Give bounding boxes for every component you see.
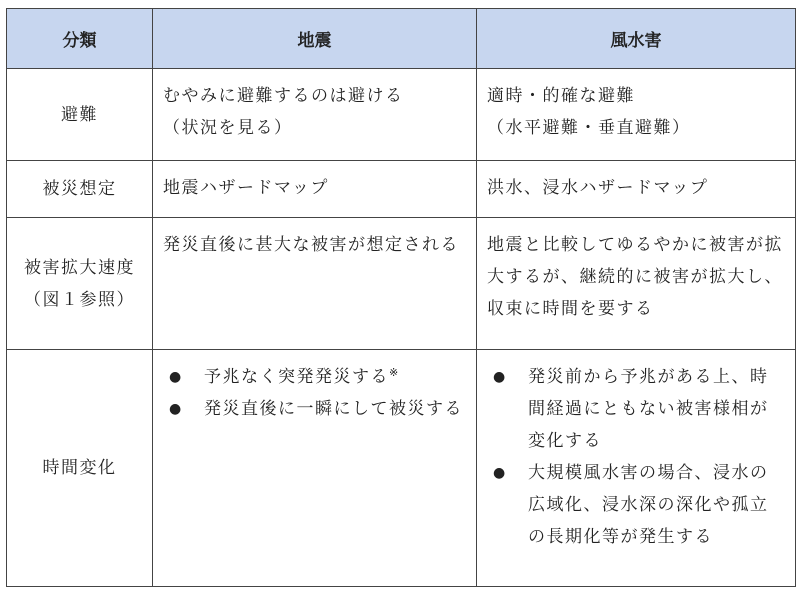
figure-reference: （図１参照） <box>24 289 135 310</box>
category-evacuation: 避難 <box>7 69 153 161</box>
category-damage-assumption: 被災想定 <box>7 161 153 218</box>
row-evacuation <box>7 69 796 161</box>
note-mark: ※ <box>389 366 400 379</box>
cell-time-storm <box>477 350 796 587</box>
header-earthquake: 地震 <box>153 9 477 69</box>
bullet-icon: ● <box>169 401 183 417</box>
spread-speed-label: 被害拡大速度 <box>24 257 135 278</box>
evacuation-storm-line2: （水平避難・垂直避難） <box>487 118 691 138</box>
row-damage-assumption <box>7 161 796 218</box>
list-item: ● 予兆なく突発発災する※ <box>163 361 466 393</box>
category-time-change: 時間変化 <box>7 350 153 587</box>
header-row <box>7 9 796 69</box>
cell-spread-earthquake: 発災直後に甚大な被害が想定される <box>153 218 477 350</box>
evacuation-earthquake-line1: むやみに避難するのは避ける <box>163 86 404 106</box>
cell-damage-earthquake: 地震ハザードマップ <box>153 161 477 218</box>
cell-spread-storm: 地震と比較してゆるやかに被害が拡大するが、継続的に被害が拡大し、収束に時間を要する <box>477 218 796 350</box>
cell-time-earthquake <box>153 350 477 587</box>
header-storm-flood: 風水害 <box>477 9 796 69</box>
row-time-change <box>7 350 796 587</box>
comparison-table <box>6 8 796 587</box>
cell-evacuation-earthquake <box>153 69 477 161</box>
evacuation-storm-line1: 適時・的確な避難 <box>487 86 635 106</box>
row-spread-speed <box>7 218 796 350</box>
list-item: ● 発災前から予兆がある上、時間経過にともない被害様相が変化する <box>487 361 785 457</box>
category-spread-speed <box>7 218 153 350</box>
header-category: 分類 <box>7 9 153 69</box>
bullet-icon: ● <box>493 369 507 385</box>
evacuation-earthquake-line2: （状況を見る） <box>163 118 293 138</box>
cell-evacuation-storm <box>477 69 796 161</box>
list-item: ● 大規模風水害の場合、浸水の広域化、浸水深の深化や孤立の長期化等が発生する <box>487 457 785 553</box>
bullet-icon: ● <box>169 369 183 385</box>
list-item: ● 発災直後に一瞬にして被災する <box>163 393 466 425</box>
cell-damage-storm: 洪水、浸水ハザードマップ <box>477 161 796 218</box>
bullet-icon: ● <box>493 465 507 481</box>
